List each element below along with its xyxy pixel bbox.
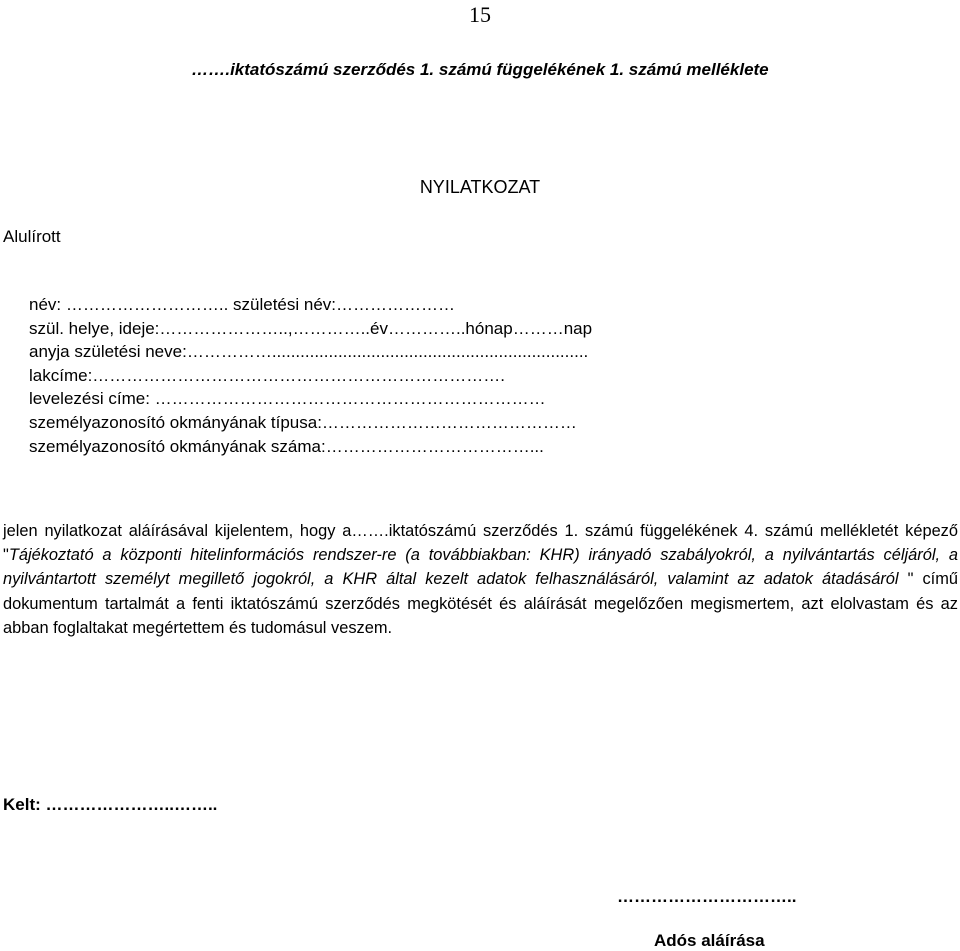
declaration-text-start: jelen nyilatkozat aláírásával kijelentem, hogy a…….iktatószámú szerződés 1. számú függelékének 4. számú mellékletét képező " [3,522,958,565]
date-line: Kelt: …………………..…….. [3,795,218,814]
field-mother-name: anyja születési neve:……………................................................................... [29,342,589,362]
field-id-type: személyazonosító okmányának típusa:……………………………………… [29,412,577,432]
annex-title: …….iktatószámú szerződés 1. számú függelékének 1. számú melléklete [191,60,769,79]
field-birth-place-date: szül. helye, ideje:…………………..,…………..év…………..hónap………nap [29,318,593,338]
declaration-document-title: Tájékoztató a központi hitelinformációs rendszer-re (a továbbiakban: KHR) irányadó szabályokról, a nyilvántartás céljáról, a nyilvántartott személyt megillető jogokról, a KHR által kezelt adatok felhasználásáról, valamint az adatok átadásáról [3,546,958,589]
document-title: NYILATKOZAT [419,177,541,197]
field-id-number: személyazonosító okmányának száma:………………………………... [29,436,544,456]
declaration-text-end: " című dokumentum tartalmát a fenti iktatószámú szerződés megkötését és aláírását megelőzően megismertem, azt elolvastam és az abban foglaltakat megértettem és tudomásul veszem. [3,570,958,637]
field-mailing-address: levelezési címe: …………………………………………………………… [29,389,546,409]
signature-line: ………………………….. [617,887,797,906]
field-name: név: ……………………….. születési név:………………… [29,295,456,314]
personal-data-fields [29,293,592,458]
declaration-paragraph [3,519,958,640]
signature-label: Adós aláírása [654,931,765,950]
field-address: lakcíme:………………………………………………………………. [29,365,506,385]
page-number: 15 [469,2,491,27]
undersigned-label: Alulírott [3,227,61,246]
